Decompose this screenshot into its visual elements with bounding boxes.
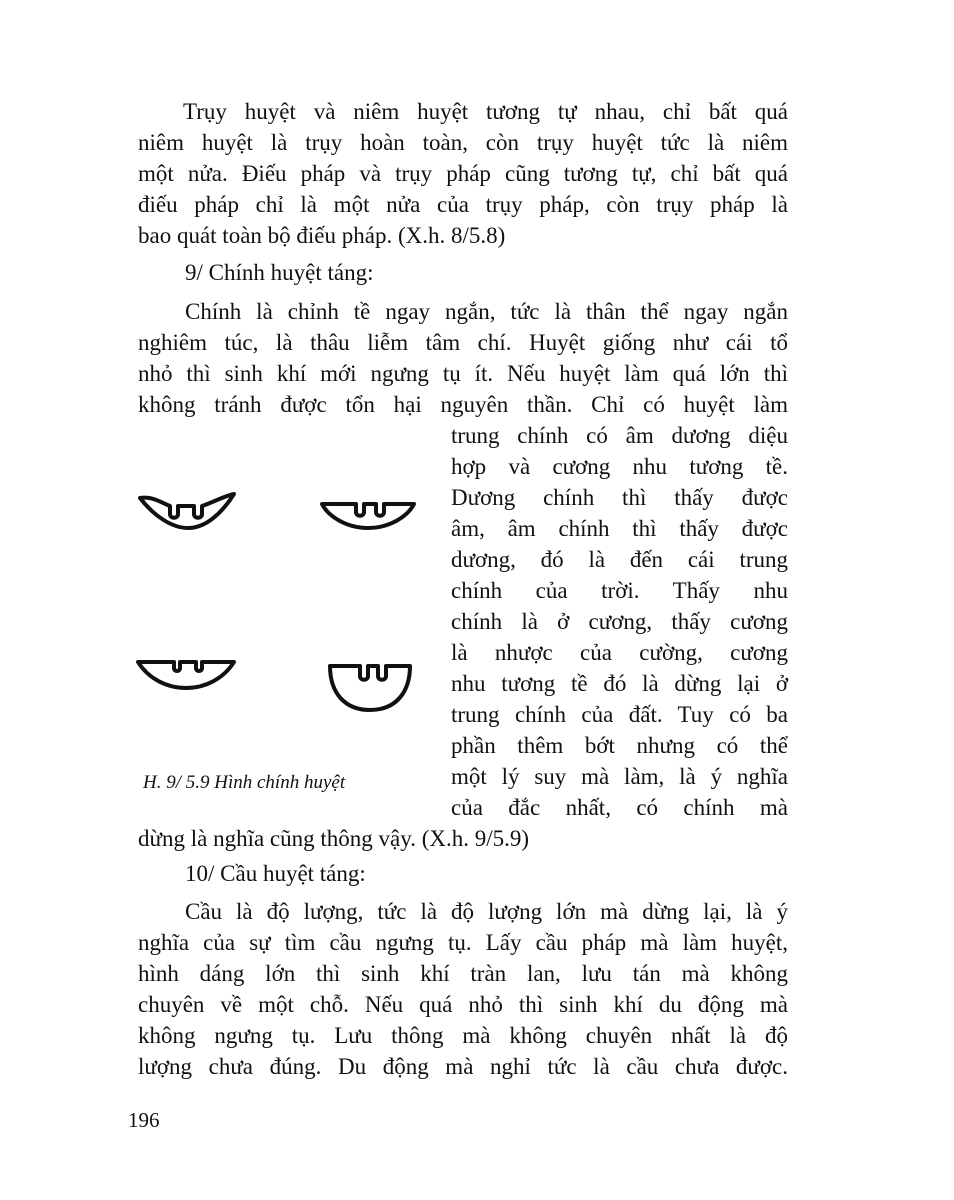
paragraph-line: trung chính có âm dương diệu	[451, 423, 788, 448]
figure-caption: H. 9/ 5.9 Hình chính huyệt	[143, 772, 346, 793]
paragraph-line: nghiêm túc, là thâu liễm tâm chí. Huyệt giống như cái tổ	[138, 330, 788, 355]
paragraph-line: Trụy huyệt và niêm huyệt tương tự nhau, chỉ bất quá	[183, 99, 788, 124]
paragraph-line: trung chính của đất. Tuy có ba	[451, 702, 788, 727]
paragraph-line: niêm huyệt là trụy hoàn toàn, còn trụy huyệt tức là niêm	[138, 130, 788, 155]
figure-shape-top-left	[138, 488, 238, 532]
paragraph-line: lượng chưa đúng. Du động mà nghỉ tức là cầu chưa được.	[138, 1054, 788, 1079]
section-heading: 10/ Cầu huyệt táng:	[185, 861, 366, 886]
paragraph-line: không ngưng tụ. Lưu thông mà không chuyên nhất là độ	[138, 1023, 788, 1048]
paragraph-line: phần thêm bớt nhưng có thể	[451, 733, 788, 758]
figure-shape-top-right	[318, 492, 418, 534]
paragraph-line: Chính là chỉnh tề ngay ngắn, tức là thân thể ngay ngắn	[185, 299, 788, 324]
paragraph-line: chính là ở cương, thấy cương	[451, 609, 788, 634]
paragraph-line: điếu pháp chỉ là một nửa của trụy pháp, còn trụy pháp là	[138, 192, 788, 217]
paragraph-line: một nửa. Điếu pháp và trụy pháp cũng tương tự, chỉ bất quá	[138, 161, 788, 186]
page-number: 196	[128, 1108, 160, 1132]
paragraph-line: âm, âm chính thì thấy được	[451, 516, 788, 541]
paragraph-line: dừng là nghĩa cũng thông vậy. (X.h. 9/5.9)	[138, 826, 530, 851]
paragraph-line: nhu tương tề đó là dừng lại ở	[451, 671, 788, 696]
paragraph-line: nghĩa của sự tìm cầu ngưng tụ. Lấy cầu pháp mà làm huyệt,	[138, 930, 788, 955]
paragraph-line: của đắc nhất, có chính mà	[451, 795, 788, 820]
paragraph-line: một lý suy mà làm, là ý nghĩa	[451, 764, 788, 789]
section-heading: 9/ Chính huyệt táng:	[185, 260, 374, 285]
paragraph-line: bao quát toàn bộ điếu pháp. (X.h. 8/5.8)	[138, 223, 506, 248]
paragraph-line: chuyên về một chỗ. Nếu quá nhỏ thì sinh khí du động mà	[138, 992, 788, 1017]
paragraph-line: nhỏ thì sinh khí mới ngưng tụ ít. Nếu huyệt làm quá lớn thì	[138, 361, 788, 386]
paragraph-line: dương, đó là đến cái trung	[451, 547, 788, 572]
paragraph-line: hình dáng lớn thì sinh khí tràn lan, lưu tán mà không	[138, 961, 788, 986]
paragraph-line: chính của trời. Thấy nhu	[451, 578, 788, 603]
paragraph-line: Dương chính thì thấy được	[451, 485, 788, 510]
paragraph-line: không tránh được tổn hại nguyên thần. Chỉ có huyệt làm	[138, 392, 788, 417]
figure-shape-bottom-left	[136, 654, 238, 694]
paragraph-line: là nhược của cường, cương	[451, 640, 788, 665]
figure-shape-bottom-right	[326, 660, 416, 716]
paragraph-line: Cầu là độ lượng, tức là độ lượng lớn mà dừng lại, là ý	[185, 899, 788, 924]
paragraph-line: hợp và cương nhu tương tề.	[451, 454, 788, 479]
